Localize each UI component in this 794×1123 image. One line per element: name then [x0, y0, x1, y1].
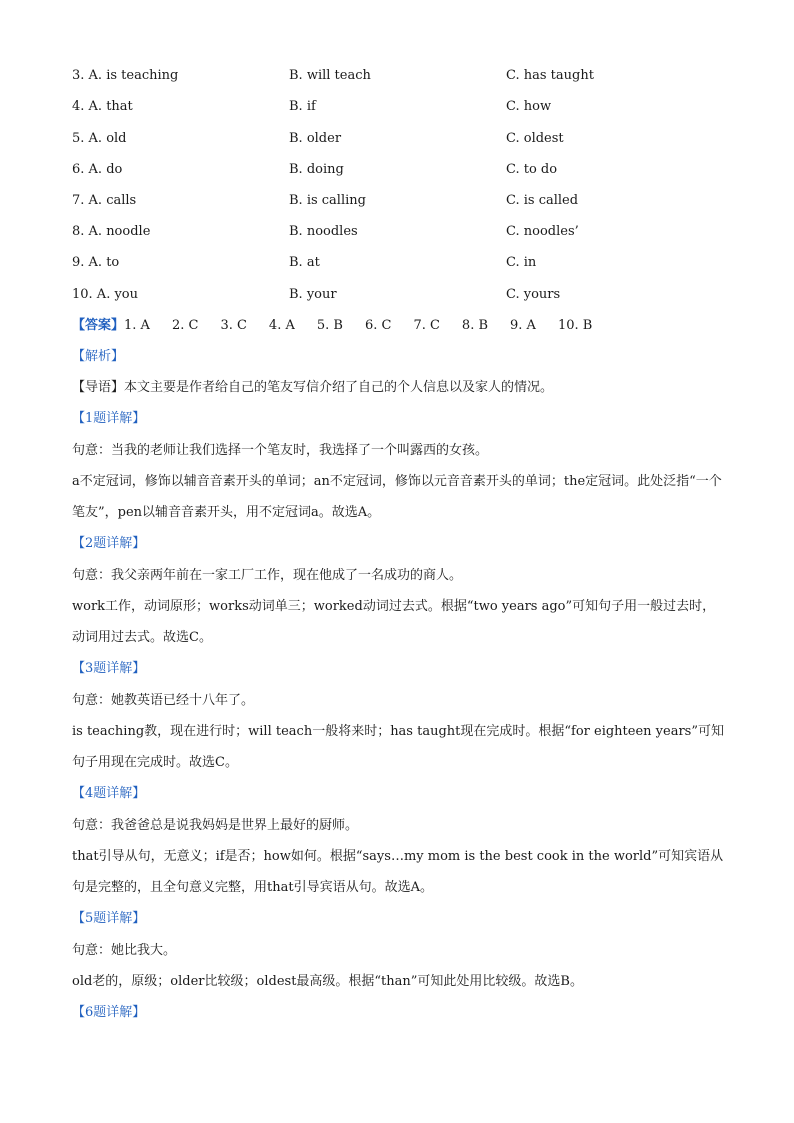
q4-heading: 【4题详解】 [72, 786, 146, 801]
q5-meaning: 句意：她比我大。 [72, 943, 177, 958]
option-c: C. to do [506, 162, 558, 177]
answer-item: 6. C [364, 318, 392, 333]
option-b: B. will teach [289, 68, 371, 83]
answer-line [72, 316, 614, 336]
option-row-5 [72, 129, 732, 149]
answer-item: 8. B [461, 318, 489, 333]
option-a: 6. A. do [72, 162, 123, 177]
answer-item: 4. A [268, 318, 295, 333]
option-a: 8. A. noodle [72, 224, 151, 239]
option-row-8 [72, 222, 732, 242]
option-b: B. doing [289, 162, 344, 177]
option-c: C. how [506, 99, 552, 114]
option-b: B. older [289, 131, 342, 146]
option-a: 5. A. old [72, 131, 127, 146]
answer-item: 5. B [316, 318, 343, 333]
option-row-4 [72, 97, 732, 117]
q1-heading: 【1题详解】 [72, 411, 146, 426]
answer-tag: 【答案】 [72, 318, 125, 333]
q1-explanation: a不定冠词，修饰以辅音音素开头的单词；an不定冠词，修饰以元音音素开头的单词；the定冠词。此处泛指“一个笔友”，pen以辅音音素开头，用不定冠词a。故选A。 [72, 474, 722, 520]
option-row-6 [72, 160, 732, 180]
answer-item: 2. C [171, 318, 199, 333]
option-c: C. noodles’ [506, 224, 579, 239]
q4-meaning: 句意：我爸爸总是说我妈妈是世界上最好的厨师。 [72, 818, 359, 833]
q1-meaning: 句意：当我的老师让我们选择一个笔友时，我选择了一个叫露西的女孩。 [72, 443, 489, 458]
option-row-3 [72, 66, 732, 86]
q3-explanation: is teaching教，现在进行时；will teach一般将来时；has taught现在完成时。根据“for eighteen years”可知句子用现在完成时。故选C。 [72, 724, 724, 770]
option-c: C. has taught [506, 68, 594, 83]
option-a: 7. A. calls [72, 193, 137, 208]
q2-meaning: 句意：我父亲两年前在一家工厂工作，现在他成了一名成功的商人。 [72, 568, 463, 583]
guide-text: 【导语】本文主要是作者给自己的笔友写信介绍了自己的个人信息以及家人的情况。 [72, 380, 554, 395]
option-a: 4. A. that [72, 99, 133, 114]
option-b: B. is calling [289, 193, 366, 208]
option-a: 10. A. you [72, 287, 139, 302]
answer-item: 7. C [413, 318, 440, 333]
answer-item: 9. A [510, 318, 536, 333]
option-c: C. in [506, 255, 537, 270]
option-b: B. noodles [289, 224, 358, 239]
q3-meaning: 句意：她教英语已经十八年了。 [72, 693, 255, 708]
answer-item: 3. C [220, 318, 247, 333]
q2-heading: 【2题详解】 [72, 536, 146, 551]
q5-heading: 【5题详解】 [72, 911, 146, 926]
q6-heading: 【6题详解】 [72, 1005, 146, 1020]
option-row-10 [72, 285, 732, 305]
q3-heading: 【3题详解】 [72, 661, 146, 676]
option-b: B. if [289, 99, 316, 114]
q2-explanation: work工作，动词原形；works动词单三；worked动词过去式。根据“two years ago”可知句子用一般过去时，动词用过去式。故选C。 [72, 599, 716, 645]
option-a: 9. A. to [72, 255, 120, 270]
option-b: B. at [289, 255, 320, 270]
q4-explanation: that引导从句，无意义；if是否；how如何。根据“says…my mom is the best cook in the world”可知宾语从句是完整的，且全句意义完整，用that引导宾语从句。故选A。 [72, 849, 724, 895]
option-c: C. yours [506, 287, 561, 302]
answer-item: 1. A [124, 318, 150, 333]
analysis-heading: 【解析】 [72, 349, 125, 364]
option-c: C. is called [506, 193, 579, 208]
answer-item: 10. B [557, 318, 593, 333]
option-row-7 [72, 191, 732, 211]
option-a: 3. A. is teaching [72, 68, 179, 83]
option-row-9 [72, 253, 732, 273]
q5-explanation: old老的，原级；older比较级；oldest最高级。根据“than”可知此处用比较级。故选B。 [72, 974, 583, 989]
option-c: C. oldest [506, 131, 564, 146]
option-b: B. your [289, 287, 337, 302]
